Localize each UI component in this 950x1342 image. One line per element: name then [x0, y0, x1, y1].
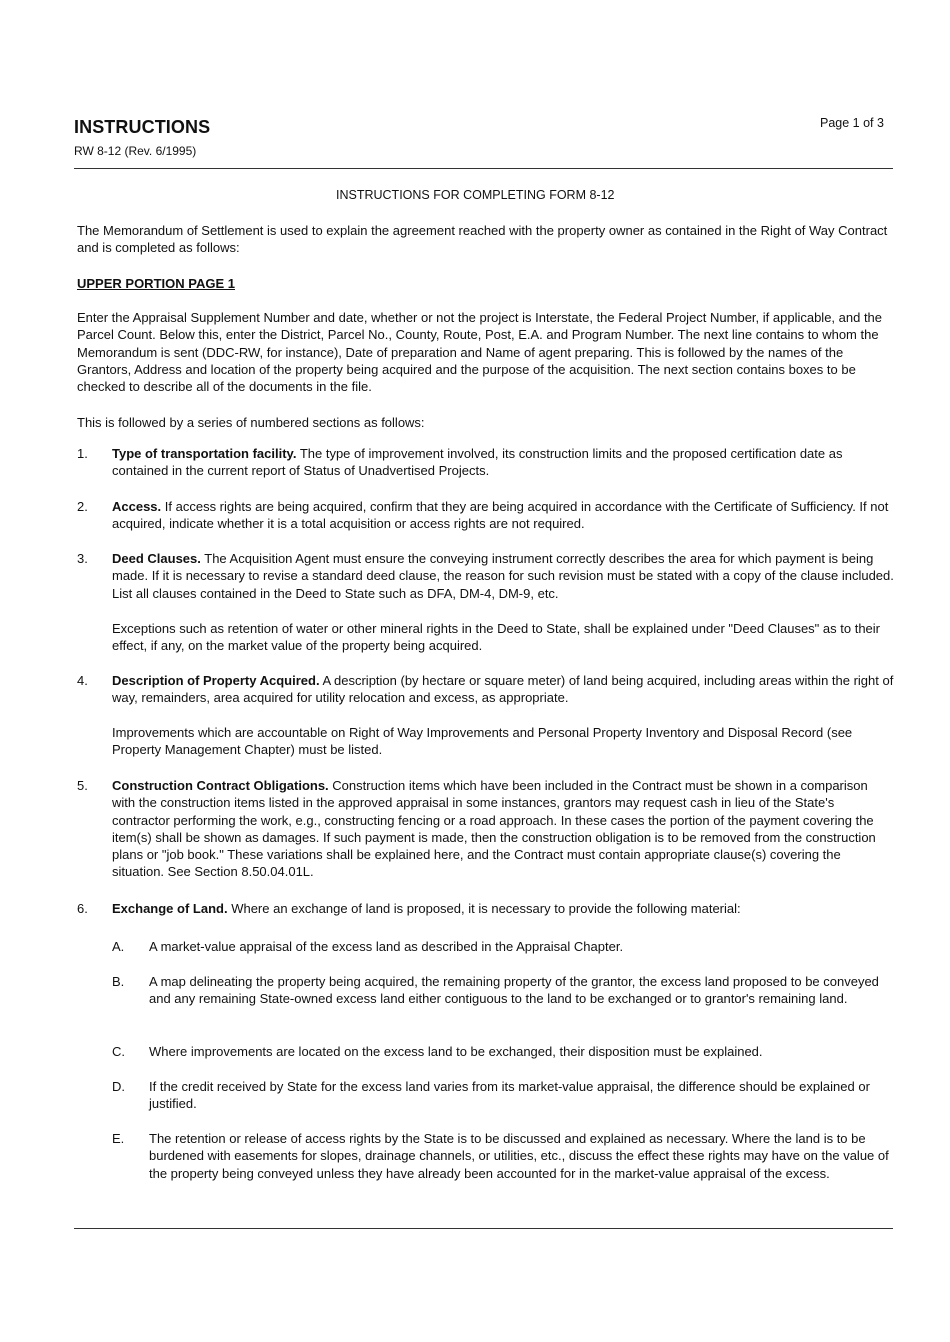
followed-by-text: This is followed by a series of numbered sections as follows:: [77, 415, 425, 430]
document-title: INSTRUCTIONS: [74, 117, 211, 137]
subitem-text: A market-value appraisal of the excess land as described in the Appraisal Chapter.: [149, 939, 624, 954]
item-6-body: [112, 900, 894, 917]
item-text: A description (by hectare or square meter) of land being acquired, including areas within the right of way, remainders, area acquired for utility relocation and excess, as appropriate.: [112, 673, 894, 706]
item-number: 6.: [77, 901, 88, 916]
item-number: 5.: [77, 778, 88, 793]
header-divider: [74, 168, 893, 169]
item-text: The Acquisition Agent must ensure the conveying instrument correctly describes the area for which payment is being made. If it is necessary to revise a standard deed clause, the reason for such revision must be stated with a copy of the clause included. List all clauses contained in the Deed to State such as DFA, DM-4, DM-9, etc.: [112, 551, 894, 601]
item-title: Deed Clauses.: [112, 551, 201, 566]
subitem-letter: D.: [112, 1079, 125, 1094]
item-title: Description of Property Acquired.: [112, 673, 320, 688]
item-text: The type of improvement involved, its construction limits and the proposed certification date as contained in the current report of Status of Unadvertised Projects.: [112, 446, 843, 479]
item-3-body: [112, 550, 894, 602]
item-1-body: [112, 445, 894, 480]
page-indicator: Page 1 of 3: [820, 116, 884, 130]
item-title: Exchange of Land.: [112, 901, 228, 916]
subitem-text: The retention or release of access rights by the State is to be discussed and explained as necessary. Where the land is to be burdened with easements for slopes, drainage channels, or utilities, etc., discuss the effect these rights may have on the value of the property being conveyed unless they have already been accounted for in the market-value appraisal of the excess.: [149, 1131, 889, 1181]
item-3-extra: Exceptions such as retention of water or other mineral rights in the Deed to State, shall be explained under "Deed Clauses" as to their effect, if any, on the market value of the property being acquired.: [112, 621, 880, 654]
item-4-body: [112, 672, 894, 707]
item-number: 2.: [77, 499, 88, 514]
item-title: Access.: [112, 499, 162, 514]
intro-paragraph: The Memorandum of Settlement is used to explain the agreement reached with the property owner as contained in the Right of Way Contract and is completed as follows:: [77, 223, 888, 256]
section-title: UPPER PORTION PAGE 1: [77, 276, 235, 291]
item-2-body: [112, 498, 894, 533]
item-text: If access rights are being acquired, confirm that they are being acquired in accordance with the Certificate of Sufficiency. If not acquired, indicate whether it is a total acquisition or access rights are not required.: [112, 499, 889, 532]
subitem-text: If the credit received by State for the excess land varies from its market-value appraisal, the difference should be explained or justified.: [149, 1079, 870, 1112]
item-number: 4.: [77, 673, 88, 688]
form-number: RW 8-12 (Rev. 6/1995): [74, 144, 197, 158]
item-text: Construction items which have been included in the Contract must be shown in a comparison with the construction items listed in the approved appraisal in some instances, grantors may request cash in lieu of the State's contractor performing the work, e.g., constructing fencing or a road approach. In these cases the portion of the payment covering the item(s) shall be shown as damages. If such payment is made, then the construction obligation is to be removed from the construction plans or "job book." These variations shall be explained here, and the Contract must contain appropriate clause(s) covering the situation. See Section 8.50.04.01L.: [112, 778, 876, 880]
item-5-body: [112, 777, 894, 881]
item-text: Where an exchange of land is proposed, it is necessary to provide the following material:: [227, 901, 741, 916]
subitem-letter: C.: [112, 1044, 125, 1059]
item-number: 3.: [77, 551, 88, 566]
footer-divider: [74, 1228, 893, 1229]
item-title: Construction Contract Obligations.: [112, 778, 329, 793]
item-title: Type of transportation facility.: [112, 446, 297, 461]
item-4-extra: Improvements which are accountable on Right of Way Improvements and Personal Property Inventory and Disposal Record (see Property Management Chapter) must be listed.: [112, 725, 853, 758]
upper-portion-paragraph: Enter the Appraisal Supplement Number and date, whether or not the project is Interstate, the Federal Project Number, if applicable, and the Parcel Count. Below this, enter the District, Parcel No., County, Route, Post, E.A. and Program Number. The next line contains to whom the Memorandum is sent (DDC-RW, for instance), Date of preparation and Name of agent preparing. This is followed by the names of the Grantors, Address and location of the property being acquired and the purpose of the acquisition. The next section contains boxes to be checked to describe all of the documents in the file.: [77, 310, 883, 395]
subitem-letter: E.: [112, 1131, 125, 1146]
subitem-letter: B.: [112, 974, 125, 989]
form-heading: INSTRUCTIONS FOR COMPLETING FORM 8-12: [336, 188, 615, 202]
item-number: 1.: [77, 446, 88, 461]
subitem-text: A map delineating the property being acquired, the remaining property of the grantor, the excess land proposed to be conveyed and any remaining State-owned excess land either contiguous to the land to be exchanged or to grantor's remaining land.: [149, 974, 879, 1007]
subitem-text: Where improvements are located on the excess land to be exchanged, their disposition must be explained.: [149, 1044, 763, 1059]
subitem-letter: A.: [112, 939, 125, 954]
